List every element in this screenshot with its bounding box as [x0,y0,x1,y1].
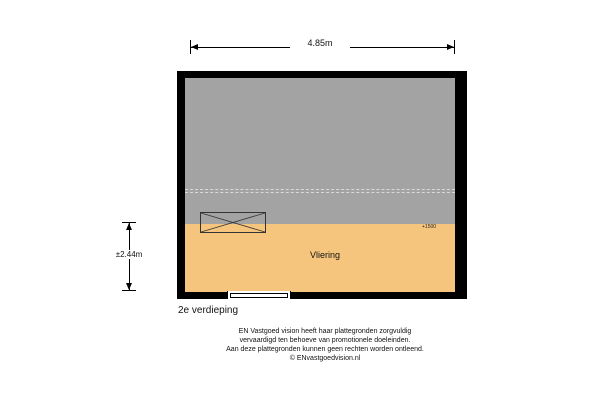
arrow-up-icon [126,223,132,230]
roof-hatch-icon [200,212,266,233]
room-label: Vliering [309,250,340,260]
level-mark: +1500 [422,224,437,230]
disclaimer-line: © ENvastgoedvision.nl [289,355,361,362]
disclaimer-line: EN Vastgoed vision heeft haar plattegronden zorgvuldig [238,328,412,335]
arrow-right-icon [447,44,454,50]
disclaimer-line: Aan deze plattegronden kunnen geen rechten worden ontleend. [226,346,424,353]
arrow-down-icon [126,283,132,290]
slope-dashed-line [185,189,455,190]
slope-dashed-line [185,192,455,193]
window-icon [227,291,291,299]
disclaimer [170,327,480,363]
floor-name: 2e verdieping [178,305,239,316]
width-dimension-label: 4.85m [290,38,350,48]
height-dimension-label: ±2.44m [104,250,154,259]
disclaimer-line: vervaardigd ten behoeve van promotionele doeleinden. [239,337,411,344]
arrow-left-icon [191,44,198,50]
sloped-roof-area [185,78,455,224]
